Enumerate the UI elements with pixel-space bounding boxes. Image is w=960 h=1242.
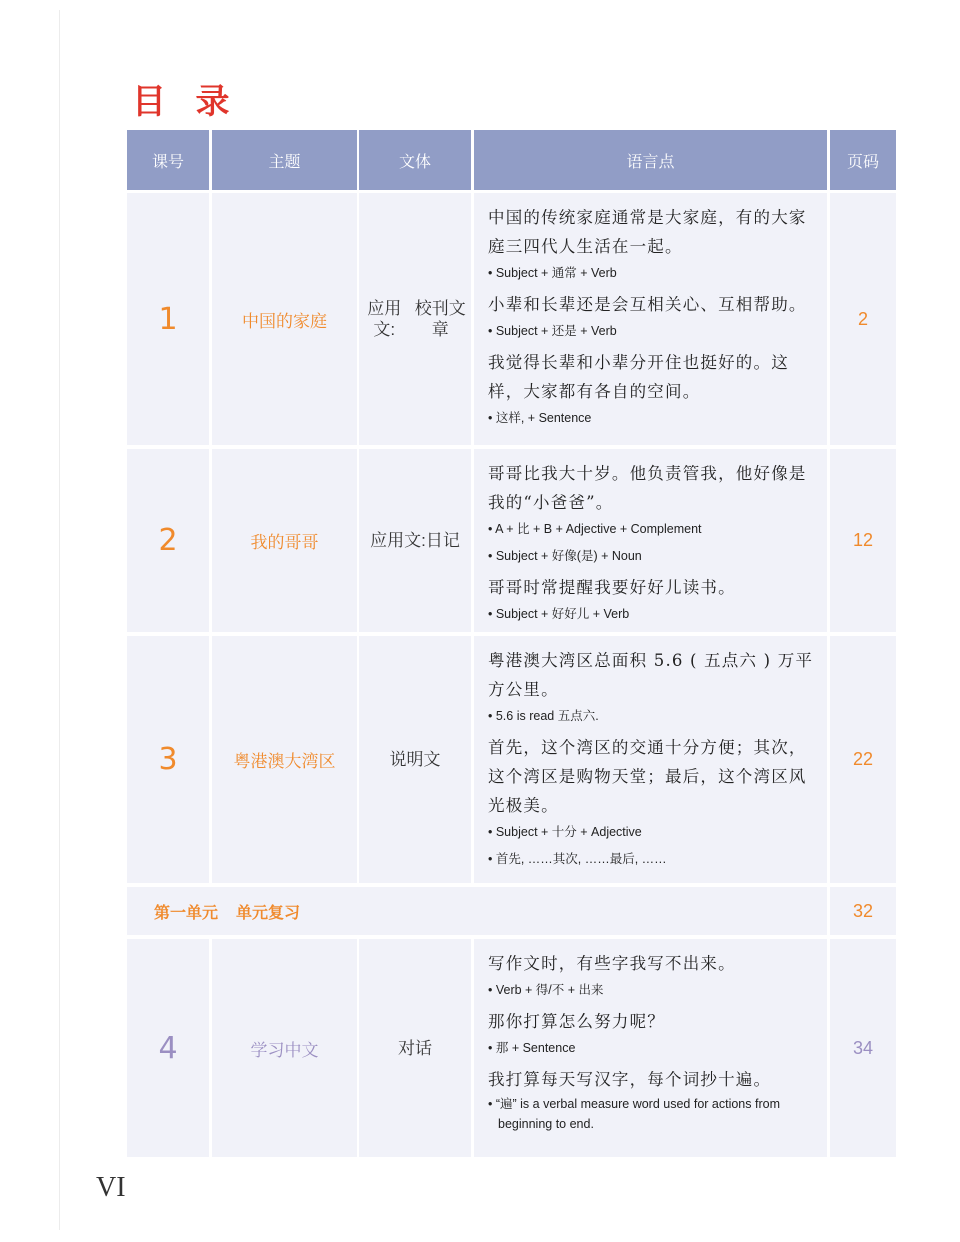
example-sentence: 哥哥时常提醒我要好好儿读书。 (488, 578, 736, 597)
language-points (474, 449, 827, 632)
header-lesson: 课号 (127, 130, 209, 190)
margin-line (59, 10, 60, 1230)
lesson-page-number[interactable]: 34 (852, 1037, 874, 1058)
lesson-number-text: 2 (158, 523, 178, 558)
genre-line: 应用文: (370, 531, 426, 550)
header-topic: 主题 (212, 130, 357, 190)
grammar-pattern: • Subject + 通常 + Verb (488, 266, 617, 280)
lesson-page-number[interactable]: 12 (852, 530, 874, 550)
example-sentence: 写作文时，有些字我写不出来。 (488, 954, 736, 973)
grammar-pattern: • 这样, + Sentence (488, 411, 592, 425)
lesson-topic-link[interactable]: 学习中文 (250, 1040, 319, 1060)
lesson-genre (359, 449, 471, 632)
grammar-pattern: • Subject + 还是 + Verb (488, 324, 617, 338)
lesson-page-number[interactable]: 2 (857, 308, 868, 329)
lesson-genre (359, 193, 471, 445)
grammar-pattern: • Subject + 十分 + Adjective (488, 825, 642, 839)
lesson-page (830, 449, 896, 632)
lesson-number (127, 449, 209, 632)
lesson-page (830, 193, 896, 445)
lesson-topic (212, 636, 357, 883)
language-points (474, 939, 827, 1157)
lesson-page-number[interactable]: 22 (852, 749, 874, 769)
header-points: 语言点 (474, 130, 827, 190)
lesson-page (830, 939, 896, 1157)
example-sentence: 首先，这个湾区的交通十分方便；其次，这个湾区是购物天堂；最后，这个湾区风光极美。 (488, 738, 807, 815)
lesson-topic-link[interactable]: 中国的家庭 (242, 311, 327, 331)
header-page: 页码 (830, 130, 896, 190)
lesson-genre (359, 636, 471, 883)
example-sentence: 我觉得长辈和小辈分开住也挺好的。这样，大家都有各自的空间。 (488, 353, 789, 401)
lesson-number-text: 3 (158, 742, 178, 777)
lesson-number-text: 4 (158, 1030, 178, 1066)
grammar-pattern: • 首先, ……其次, ……最后, …… (488, 852, 667, 866)
grammar-pattern: • 5.6 is read 五点六. (488, 709, 599, 723)
review-unit: 第一单元 (154, 904, 219, 922)
lesson-topic (212, 449, 357, 632)
example-sentence: 小辈和长辈还是会互相关心、互相帮助。 (488, 295, 807, 314)
genre-line: 对话 (398, 1038, 432, 1058)
lesson-number (127, 193, 209, 445)
genre-line: 日记 (425, 531, 460, 550)
lesson-number-text: 1 (158, 301, 178, 337)
genre-line: 应用文: (367, 299, 402, 339)
header-genre: 文体 (359, 130, 471, 190)
lesson-topic-link[interactable]: 我的哥哥 (250, 533, 319, 552)
lesson-number (127, 939, 209, 1157)
grammar-pattern: • Subject + 好好儿 + Verb (488, 607, 630, 621)
lesson-number (127, 636, 209, 883)
lesson-topic (212, 939, 357, 1157)
grammar-pattern: • A + 比 + B + Adjective + Complement (488, 522, 702, 536)
grammar-pattern: • Subject + 好像(是) + Noun (488, 549, 642, 563)
page-title: 目 录 (132, 83, 240, 121)
example-sentence: 哥哥比我大十岁。他负责管我，他好像是我的“小爸爸”。 (488, 464, 807, 512)
lesson-genre (359, 939, 471, 1157)
example-sentence: 中国的传统家庭通常是大家庭，有的大家庭三四代人生活在一起。 (488, 208, 807, 256)
grammar-pattern: • 那 + Sentence (488, 1041, 576, 1055)
grammar-pattern: • “遍” is a verbal measure word used for actions from beginning to end. (488, 1097, 780, 1131)
language-points (474, 193, 827, 445)
review-page: 32 (830, 887, 896, 935)
review-label: 单元复习 (236, 904, 301, 922)
lesson-topic-link[interactable]: 粤港澳大湾区 (233, 752, 336, 771)
lesson-topic (212, 193, 357, 445)
genre-line: 说明文 (389, 750, 441, 769)
grammar-pattern: • Verb + 得/不 + 出来 (488, 983, 604, 997)
page-number: VI (96, 1172, 126, 1203)
lesson-page (830, 636, 896, 883)
example-sentence: 粤港澳大湾区总面积 5.6 ( 五点六 ) 万平方公里。 (488, 651, 814, 699)
genre-line: 校刊文章 (414, 299, 466, 339)
language-points (474, 636, 827, 883)
example-sentence: 我打算每天写汉字，每个词抄十遍。 (488, 1070, 772, 1089)
unit-review-row[interactable] (127, 887, 827, 935)
example-sentence: 那你打算怎么努力呢？ (488, 1012, 665, 1031)
